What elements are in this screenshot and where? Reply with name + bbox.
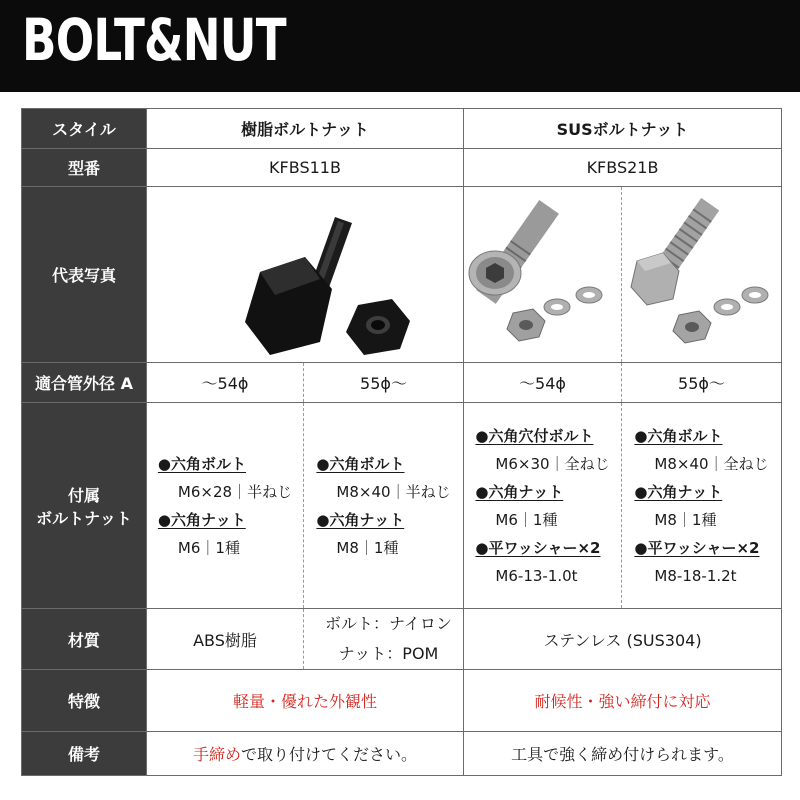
- label-parts-line2: ボルトナット: [36, 508, 132, 528]
- remarks-resin-highlight: 手締め: [192, 745, 241, 764]
- part-spec: M6×28｜半ねじ: [177, 482, 293, 501]
- part-spec: M6-13-1.0t: [495, 566, 578, 585]
- resin-bolt-nut-image: [180, 195, 430, 355]
- label-remarks: 備考: [22, 732, 147, 776]
- photo-sus-socket: [464, 187, 622, 363]
- sus-hex-bolt-image: [623, 195, 781, 355]
- pipe-size-4: 55ϕ～: [622, 363, 782, 403]
- row-pipe: [22, 363, 782, 403]
- parts-col2: [304, 403, 464, 609]
- style-sus: SUSボルトナット: [464, 109, 782, 149]
- pipe-size-1: ～54ϕ: [147, 363, 304, 403]
- part-spec: M6｜1種: [495, 510, 558, 529]
- sus-socket-bolt-image: [465, 195, 621, 355]
- material-resin-detail: [304, 609, 464, 670]
- photo-resin: [147, 187, 464, 363]
- row-remarks: [22, 732, 782, 776]
- parts-col3: [464, 403, 622, 609]
- material-bolt: ボルト：ナイロン: [325, 614, 452, 633]
- part-title: ●六角ナット: [475, 482, 564, 501]
- material-nut: ナット：POM: [338, 644, 439, 663]
- remarks-resin: [147, 732, 464, 776]
- part-spec: M6｜1種: [177, 538, 240, 557]
- pipe-size-3: ～54ϕ: [464, 363, 622, 403]
- row-parts: [22, 403, 782, 609]
- feature-resin: 軽量・優れた外観性: [147, 670, 464, 732]
- part-title: ●平ワッシャー×2: [475, 538, 601, 557]
- row-style: [22, 109, 782, 149]
- photo-sus-hex: [622, 187, 782, 363]
- part-title: ●六角ナット: [634, 482, 723, 501]
- remarks-resin-text: で取り付けてください。: [241, 745, 418, 764]
- parts-col1: [147, 403, 304, 609]
- part-title: ●六角ナット: [316, 510, 405, 529]
- part-spec: M8｜1種: [336, 538, 399, 557]
- part-spec: M8×40｜全ねじ: [654, 454, 769, 473]
- part-spec: M8-18-1.2t: [654, 566, 737, 585]
- style-resin: 樹脂ボルトナット: [147, 109, 464, 149]
- part-title: ●六角ボルト: [634, 426, 723, 445]
- remarks-sus: 工具で強く締め付けられます。: [464, 732, 782, 776]
- label-pipe: 適合管外径 A: [22, 363, 147, 403]
- material-sus: ステンレス (SUS304): [464, 609, 782, 670]
- part-title: ●平ワッシャー×2: [634, 538, 760, 557]
- label-photo: 代表写真: [22, 187, 147, 363]
- page-title: BOLT&NUT: [22, 6, 286, 74]
- part-spec: M8×40｜半ねじ: [336, 482, 451, 501]
- part-spec: M8｜1種: [654, 510, 717, 529]
- label-feature: 特徴: [22, 670, 147, 732]
- label-parts: [22, 403, 147, 609]
- part-title: ●六角ボルト: [316, 454, 405, 473]
- row-model: [22, 149, 782, 187]
- part-spec: M6×30｜全ねじ: [495, 454, 610, 473]
- part-title: ●六角ボルト: [157, 454, 247, 473]
- parts-col4: [622, 403, 782, 609]
- label-style: スタイル: [22, 109, 147, 149]
- label-material: 材質: [22, 609, 147, 670]
- label-parts-line1: 付属: [67, 485, 100, 505]
- pipe-size-2: 55ϕ～: [304, 363, 464, 403]
- header-bar: [0, 0, 800, 92]
- material-abs: ABS樹脂: [147, 609, 304, 670]
- row-feature: [22, 670, 782, 732]
- model-resin: KFBS11B: [147, 149, 464, 187]
- part-title: ●六角ナット: [157, 510, 246, 529]
- feature-sus: 耐候性・強い締付に対応: [464, 670, 782, 732]
- row-material: [22, 609, 782, 670]
- label-model: 型番: [22, 149, 147, 187]
- row-photo: [22, 187, 782, 363]
- spec-table: [21, 108, 782, 776]
- part-title: ●六角穴付ボルト: [475, 426, 594, 445]
- model-sus: KFBS21B: [464, 149, 782, 187]
